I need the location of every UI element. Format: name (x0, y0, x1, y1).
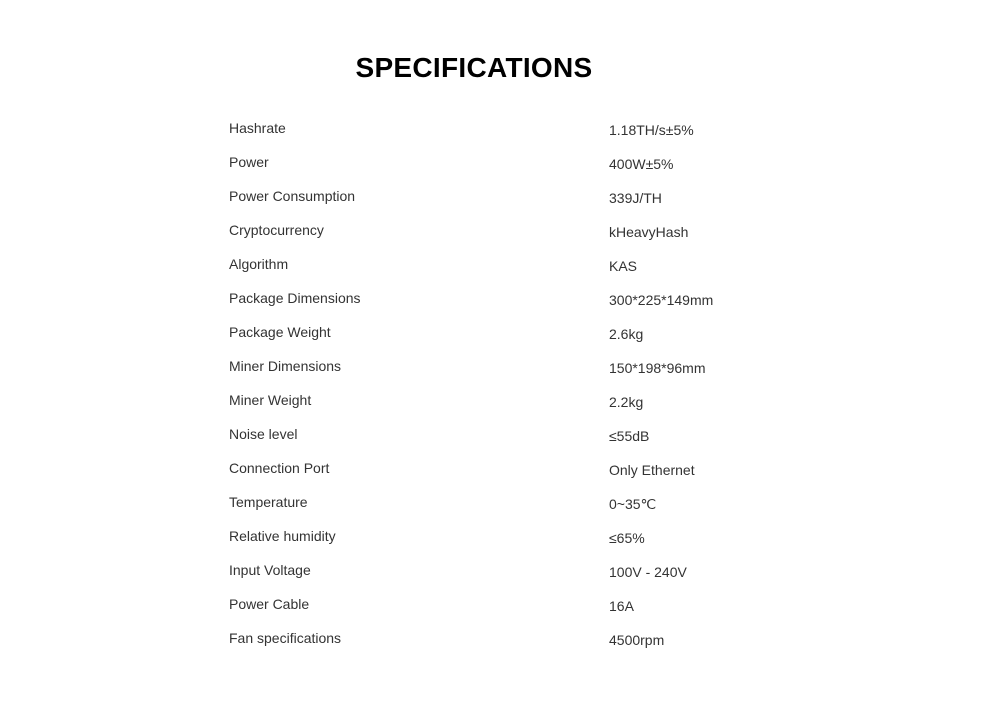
spec-row-hashrate (229, 113, 789, 147)
spec-value: KAS (609, 258, 638, 274)
spec-row-package-dimensions (229, 283, 789, 317)
spec-label: Power Cable (229, 596, 310, 612)
spec-label: Fan specifications (229, 630, 342, 646)
spec-label: Power Consumption (229, 188, 356, 204)
spec-value: ≤55dB (609, 428, 650, 444)
spec-label: Hashrate (229, 120, 286, 136)
spec-value: 4500rpm (609, 632, 665, 648)
spec-value: ≤65% (609, 530, 645, 546)
spec-value: 2.2kg (609, 394, 644, 410)
spec-label: Algorithm (229, 256, 289, 272)
spec-label: Package Weight (229, 324, 331, 340)
spec-row-input-voltage (229, 555, 789, 589)
spec-value: kHeavyHash (609, 224, 689, 240)
spec-label: Miner Dimensions (229, 358, 342, 374)
spec-row-temperature (229, 487, 789, 521)
spec-value: 0~35℃ (609, 496, 657, 512)
spec-label: Relative humidity (229, 528, 336, 544)
spec-label: Input Voltage (229, 562, 311, 578)
spec-row-miner-weight (229, 385, 789, 419)
spec-value: 300*225*149mm (609, 292, 714, 308)
spec-row-noise-level (229, 419, 789, 453)
spec-row-relative-humidity (229, 521, 789, 555)
spec-label: Connection Port (229, 460, 330, 476)
spec-row-connection-port (229, 453, 789, 487)
spec-label: Cryptocurrency (229, 222, 324, 238)
specifications-table (229, 113, 789, 657)
spec-label: Miner Weight (229, 392, 312, 408)
spec-value: 339J/TH (609, 190, 662, 206)
spec-row-package-weight (229, 317, 789, 351)
spec-label: Temperature (229, 494, 308, 510)
spec-label: Package Dimensions (229, 290, 361, 306)
spec-row-power-cable (229, 589, 789, 623)
spec-row-fan-specifications (229, 623, 789, 657)
spec-value: 1.18TH/s±5% (609, 122, 694, 138)
spec-row-algorithm (229, 249, 789, 283)
spec-row-miner-dimensions (229, 351, 789, 385)
spec-label: Power (229, 154, 269, 170)
spec-value: 400W±5% (609, 156, 674, 172)
page-title: SPECIFICATIONS (355, 52, 593, 83)
spec-label: Noise level (229, 426, 298, 442)
spec-row-power-consumption (229, 181, 789, 215)
spec-row-power (229, 147, 789, 181)
spec-value: 100V - 240V (609, 564, 687, 580)
spec-value: Only Ethernet (609, 462, 695, 478)
spec-value: 16A (609, 598, 634, 614)
spec-row-cryptocurrency (229, 215, 789, 249)
spec-value: 150*198*96mm (609, 360, 706, 376)
spec-value: 2.6kg (609, 326, 644, 342)
